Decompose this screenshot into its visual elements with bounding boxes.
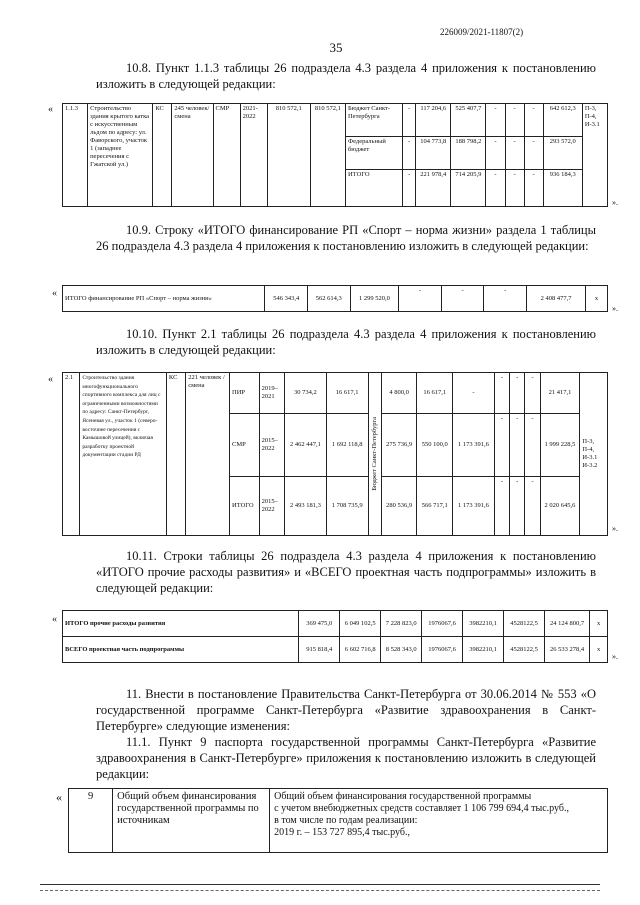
cell-name: Строительство здания многофункционального спортивного комплекса для лиц с ограниченными возможностями по адресу: Санкт-Петербург, Ясеневая ул., участок 1 (северо-восточнее пересечения с Камышовой улицей), включая разработку проектной документации стадии РД bbox=[80, 373, 167, 536]
cell-v2: 6 602 716,8 bbox=[340, 637, 381, 663]
cell-d: - bbox=[494, 414, 509, 477]
cell-b: 16 617,1 bbox=[417, 373, 453, 414]
cell-d: - bbox=[505, 104, 524, 137]
cell-text bbox=[270, 789, 608, 853]
cell-v2: 6 049 102,5 bbox=[340, 611, 381, 637]
cell-v1: 2 493 181,3 bbox=[285, 477, 327, 536]
cell-v2: 1 708 735,9 bbox=[326, 477, 368, 536]
cell-v6: 4528122,5 bbox=[504, 637, 545, 663]
cell-label: ВСЕГО проектная часть подпрограммы bbox=[63, 637, 299, 663]
funding-text-line-1: Общий объем финансирования государственной программы bbox=[274, 791, 532, 802]
paragraph-11 bbox=[96, 686, 596, 734]
paragraph-10-9 bbox=[96, 222, 596, 254]
cell-total: 936 184,3 bbox=[543, 170, 582, 207]
cell-x: х bbox=[590, 637, 608, 663]
close-quote: ». bbox=[612, 652, 618, 661]
paragraph-11-1-text: 11.1. Пункт 9 паспорта государственной программы Санкт-Петербурга «Развитие здравоохранения в Санкт-Петербурге» приложения к постановлению изложить в следующей редакции: bbox=[96, 735, 596, 781]
cell-d: - bbox=[505, 137, 524, 170]
cell-b: 188 798,2 bbox=[451, 137, 486, 170]
cell-c: 1 173 391,6 bbox=[453, 414, 495, 477]
cell-v1: 2 462 447,1 bbox=[285, 414, 327, 477]
cell-a: 275 736,9 bbox=[381, 414, 417, 477]
cell-e: - bbox=[510, 373, 525, 414]
cell-type: СМР bbox=[230, 414, 260, 477]
cell-name: Строительство здания крытого катка с искусственным льдом по адресу: ул. Фаворского, участок 1 (западнее пересечения с Гжатской ул.) bbox=[88, 104, 153, 207]
close-quote: ». bbox=[612, 304, 618, 313]
cell-capacity: 245 человек/смена bbox=[172, 104, 213, 207]
open-quote: « bbox=[52, 614, 57, 625]
paragraph-10-9-text: 10.9. Строку «ИТОГО финансирование РП «Спорт – норма жизни» раздела 1 таблицы 26 подраздела 4.3 раздела 4 приложения к постановлению изложить в следующей редакции: bbox=[96, 223, 596, 253]
open-quote: « bbox=[48, 374, 53, 385]
cell-dash: - bbox=[403, 104, 416, 137]
paragraph-10-11-text: 10.11. Строки таблицы 26 подраздела 4.3 раздела 4 приложения к постановлению «ИТОГО прочие расходы развития» и «ВСЕГО проектная часть подпрограммы» изложить в следующей редакции: bbox=[96, 549, 596, 595]
cell-a: 117 204,6 bbox=[416, 104, 451, 137]
cell-v2: 16 617,1 bbox=[326, 373, 368, 414]
cell-type: ИТОГО bbox=[230, 477, 260, 536]
cell-v3: 1 299 520,0 bbox=[350, 286, 399, 312]
close-quote: ». bbox=[612, 198, 618, 207]
cell-a: 280 536,9 bbox=[381, 477, 417, 536]
cell-dash: - bbox=[403, 170, 416, 207]
table-1-1-3 bbox=[62, 103, 608, 207]
cell-x: х bbox=[590, 611, 608, 637]
cell-total: 293 572,0 bbox=[543, 137, 582, 170]
cell-b: 550 100,0 bbox=[417, 414, 453, 477]
cell-a: 221 978,4 bbox=[416, 170, 451, 207]
cell-period: 2015–2022 bbox=[259, 414, 284, 477]
cell-f: - bbox=[525, 373, 540, 414]
bottom-rule bbox=[40, 884, 600, 885]
cell-total: 21 417,1 bbox=[540, 373, 580, 414]
cell-c: - bbox=[486, 104, 505, 137]
cell-codes: П-3, П-4, И-3.1 И-3.2 bbox=[580, 373, 608, 536]
cell-num: 1.1.3 bbox=[63, 104, 88, 207]
cell-v1: 810 572,1 bbox=[267, 104, 310, 207]
cell-d3: - bbox=[484, 286, 527, 312]
table-2-1 bbox=[62, 372, 608, 536]
cell-capacity: 221 человек /смена bbox=[186, 373, 230, 536]
cell-b: 566 717,1 bbox=[417, 477, 453, 536]
cell-total: 2 408 477,7 bbox=[526, 286, 585, 312]
paragraph-10-8-text: 10.8. Пункт 1.1.3 таблицы 26 подраздела 4.3 раздела 4 приложения к постановлению изложить в следующей редакции: bbox=[96, 61, 596, 91]
document-number: 226009/2021-11807(2) bbox=[440, 27, 524, 37]
cell-e: - bbox=[510, 477, 525, 536]
open-quote: « bbox=[48, 104, 53, 115]
cell-e: - bbox=[524, 104, 543, 137]
funding-text-line-3: в том числе по годам реализации: bbox=[274, 815, 418, 826]
cell-f: - bbox=[525, 477, 540, 536]
cell-source-vertical bbox=[368, 373, 381, 536]
cell-period: 2021-2022 bbox=[240, 104, 267, 207]
cell-d: - bbox=[494, 373, 509, 414]
cell-v1: 546 343,4 bbox=[265, 286, 308, 312]
cell-e: - bbox=[524, 137, 543, 170]
cell-v4: 1976067,6 bbox=[422, 637, 463, 663]
cell-d2: - bbox=[441, 286, 484, 312]
cell-b: 714 205,9 bbox=[451, 170, 486, 207]
cell-codes: П-3, П-4, И-3.1 bbox=[582, 104, 607, 207]
paragraph-11-text: 11. Внести в постановление Правительства Санкт-Петербурга от 30.06.2014 № 553 «О государственной программе Санкт-Петербурга «Развитие здравоохранения в Санкт-Петербурге» следующие изменения: bbox=[96, 687, 596, 733]
open-quote: « bbox=[56, 790, 62, 804]
cell-v5: 3982210,1 bbox=[463, 637, 504, 663]
cell-source: ИТОГО bbox=[345, 170, 402, 207]
cell-type: СМР bbox=[213, 104, 240, 207]
bottom-rule-dashed bbox=[40, 890, 600, 891]
cell-source: Федеральный бюджет bbox=[345, 137, 402, 170]
cell-period: 2015–2022 bbox=[259, 477, 284, 536]
cell-total: 2 020 645,6 bbox=[540, 477, 580, 536]
cell-total: 642 612,3 bbox=[543, 104, 582, 137]
cell-num: 2.1 bbox=[63, 373, 80, 536]
cell-d: - bbox=[494, 477, 509, 536]
cell-v1: 369 475,0 bbox=[299, 611, 340, 637]
paragraph-10-8 bbox=[96, 60, 596, 92]
cell-a: 104 773,8 bbox=[416, 137, 451, 170]
cell-f: - bbox=[525, 414, 540, 477]
cell-total: 24 124 800,7 bbox=[544, 611, 589, 637]
cell-v5: 3982210,1 bbox=[463, 611, 504, 637]
cell-v6: 4528122,5 bbox=[504, 611, 545, 637]
cell-num: 9 bbox=[69, 789, 113, 853]
source-vertical-text: Бюджет Санкт-Петербурга bbox=[370, 417, 378, 491]
cell-period: 2019–2021 bbox=[259, 373, 284, 414]
cell-d: - bbox=[505, 170, 524, 207]
cell-c: 1 173 391,6 bbox=[453, 477, 495, 536]
cell-e: - bbox=[524, 170, 543, 207]
funding-text-line-2: с учетом внебюджетных средств составляет 1 106 799 694,4 тыс.руб., bbox=[274, 803, 569, 814]
cell-d1: - bbox=[399, 286, 442, 312]
cell-source: Бюджет Санкт-Петербурга bbox=[345, 104, 402, 137]
cell-a: 4 800,0 bbox=[381, 373, 417, 414]
table-passport-item-9 bbox=[68, 788, 608, 853]
cell-kc: КС bbox=[153, 104, 172, 207]
cell-v1: 915 818,4 bbox=[299, 637, 340, 663]
table-itogo-vsego bbox=[62, 610, 608, 663]
cell-e: - bbox=[510, 414, 525, 477]
cell-c: - bbox=[486, 170, 505, 207]
close-quote: ». bbox=[612, 524, 618, 533]
cell-label: Общий объем финансирования государственной программы по источникам bbox=[113, 789, 270, 853]
cell-total: 26 533 278,4 bbox=[544, 637, 589, 663]
funding-text-line-4: 2019 г. – 153 727 895,4 тыс.руб., bbox=[274, 827, 410, 838]
open-quote: « bbox=[52, 288, 57, 299]
paragraph-10-10-text: 10.10. Пункт 2.1 таблицы 26 подраздела 4.3 раздела 4 приложения к постановлению изложить в следующей редакции: bbox=[96, 327, 596, 357]
cell-b: 525 407,7 bbox=[451, 104, 486, 137]
cell-x: х bbox=[586, 286, 608, 312]
paragraph-10-11 bbox=[96, 548, 596, 596]
cell-c: - bbox=[486, 137, 505, 170]
cell-v2: 562 614,3 bbox=[307, 286, 350, 312]
cell-c: - bbox=[453, 373, 495, 414]
cell-label: ИТОГО прочие расходы развития bbox=[63, 611, 299, 637]
cell-v3: 7 228 823,0 bbox=[381, 611, 422, 637]
cell-label: ИТОГО финансирование РП «Спорт – норма жизни» bbox=[63, 286, 265, 312]
cell-v2: 1 692 118,8 bbox=[326, 414, 368, 477]
cell-type: ПИР bbox=[230, 373, 260, 414]
cell-dash: - bbox=[403, 137, 416, 170]
cell-v2: 810 572,1 bbox=[310, 104, 345, 207]
paragraph-11-1 bbox=[96, 734, 596, 782]
cell-v4: 1976067,6 bbox=[422, 611, 463, 637]
cell-v1: 30 734,2 bbox=[285, 373, 327, 414]
paragraph-10-10 bbox=[96, 326, 596, 358]
cell-v3: 8 528 343,0 bbox=[381, 637, 422, 663]
page-number: 35 bbox=[329, 40, 343, 55]
table-itogo-sport bbox=[62, 285, 608, 312]
cell-kc: КС bbox=[166, 373, 185, 536]
cell-total: 1 999 228,5 bbox=[540, 414, 580, 477]
